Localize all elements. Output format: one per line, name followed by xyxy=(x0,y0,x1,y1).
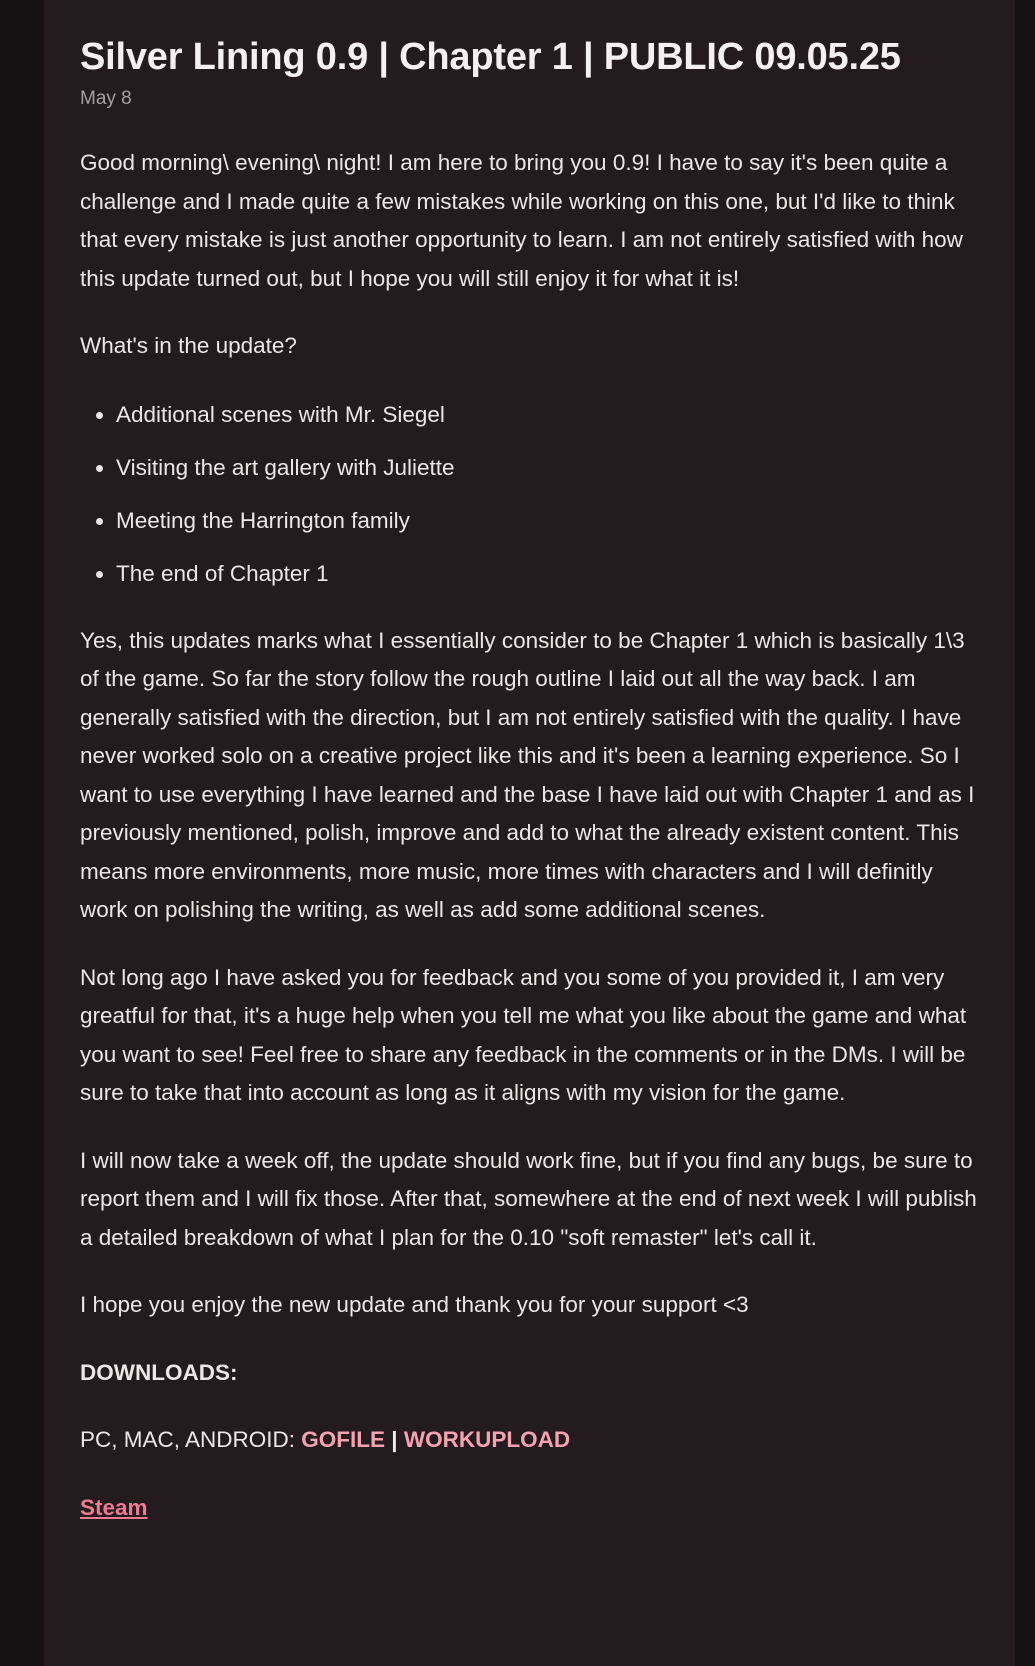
feedback-paragraph: Not long ago I have asked you for feedback and you some of you provided it, I am very greatful for that, it's a huge help when you tell me what you like about the game and what you want to see! Feel free to share any feedback in the comments or in the DMs. I will be sure to take that into account as long as it aligns with my vision for the game. xyxy=(80,964,967,1105)
link-separator: | xyxy=(385,1427,404,1452)
post-date: May 8 xyxy=(80,88,132,109)
list-item: • Additional scenes with Mr. Siegel xyxy=(116,395,979,434)
cut-off-line xyxy=(80,1489,979,1528)
break-paragraph: I will now take a week off, the update should work fine, but if you find any bugs, be sure to report them and I will fix those. After that, somewhere at the end of next week I will publish a detailed breakdown of what I plan for the 0.10 "soft remaster" let's call it. xyxy=(80,1147,977,1250)
post-title: Silver Lining 0.9 | Chapter 1 | PUBLIC 09.05.25 xyxy=(80,36,901,78)
workupload-link[interactable]: WORKUPLOAD xyxy=(403,1427,571,1452)
list-item: • Visiting the art gallery with Juliette xyxy=(116,448,979,487)
left-gutter xyxy=(0,0,44,1666)
intro-paragraph: Good morning\ evening\ night! I am here to bring you 0.9! I have to say it's been quite a challenge and I made quite a few mistakes while working on this one, but I'd like to think that every mistake is just another opportunity to learn. I am not entirely satisfied with how this update turned out, but I hope you will still enjoy it for what it is! xyxy=(80,150,963,291)
chapter-paragraph: Yes, this updates marks what I essentially consider to be Chapter 1 which is basically 1\3 of the game. So far the story follow the rough outline I laid out all the way back. I am generally satisfied with the direction, but I am not entirely satisfied with the quality. I have never worked solo on a creative project like this and it's been a learning experience. So I want to use everything I have learned and the base I have laid out with Chapter 1 and as I previously mentioned, polish, improve and add to what the already existent content. This means more environments, more music, more times with characters and I will definitly work on polishing the writing, as well as add some additional scenes. xyxy=(80,627,975,922)
gofile-link[interactable]: GOFILE xyxy=(301,1427,386,1452)
downloads-line xyxy=(80,1421,979,1460)
list-item: • The end of Chapter 1 xyxy=(116,554,979,593)
downloads-heading: DOWNLOADS: xyxy=(80,1359,238,1385)
platforms-label: PC, MAC, ANDROID: xyxy=(80,1427,302,1452)
steam-link[interactable]: Steam xyxy=(80,1494,148,1520)
thanks-paragraph: I hope you enjoy the new update and thank you for your support <3 xyxy=(80,1292,749,1317)
list-item: • Meeting the Harrington family xyxy=(116,501,979,540)
update-list xyxy=(80,395,979,593)
post-card xyxy=(44,0,1015,1666)
post-body xyxy=(80,144,979,1527)
update-heading: What's in the update? xyxy=(80,333,297,358)
right-gutter xyxy=(1015,0,1035,1666)
